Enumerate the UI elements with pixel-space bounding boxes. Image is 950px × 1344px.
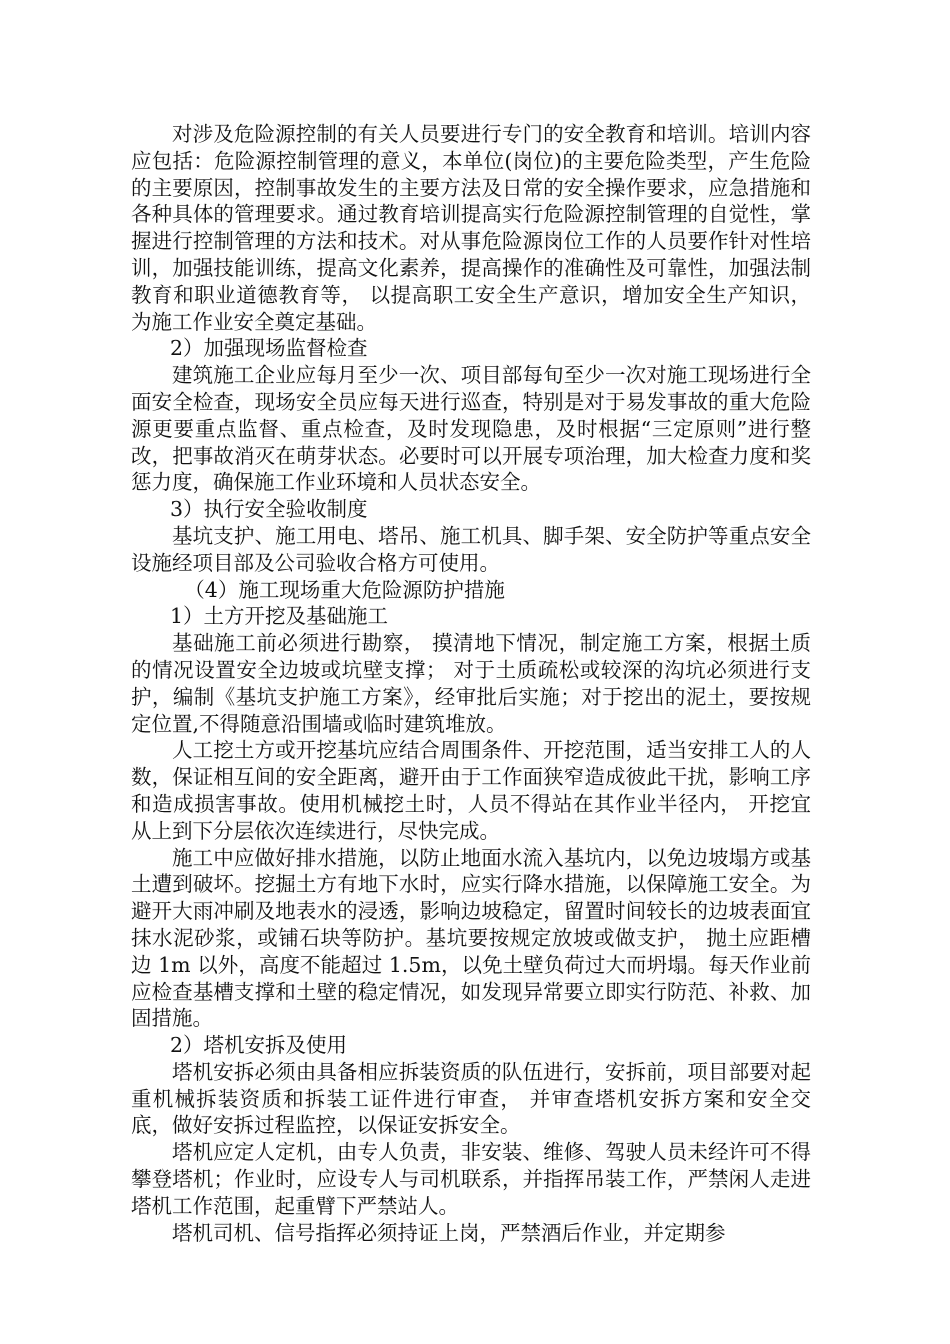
heading-major-hazard-measures: （4）施工现场重大危险源防护措施 (184, 577, 505, 602)
paragraph-earthwork-survey: 基础施工前必须进行勘察， 摸清地下情况，制定施工方案，根据土质的情况设置安全边坡或坑壁支撑； 对于土质疏松或较深的沟坑必须进行支护，编制《基坑支护施工方案》，经审批后实施；对于挖出的泥土，要按规定位置,不得随意沿围墙或临时建筑堆放。 (131, 631, 811, 736)
document-body (131, 121, 811, 1246)
paragraph-tower-crane-install: 塔机安拆必须由具备相应拆装资质的队伍进行，安拆前，项目部要对起重机械拆装资质和拆装工证件进行审查， 并审查塔机安拆方案和安全交底，做好安拆过程监控，以保证安拆安全。 (131, 1059, 811, 1138)
paragraph-acceptance-system: 基坑支护、施工用电、塔吊、施工机具、脚手架、安全防护等重点安全设施经项目部及公司验收合格方可使用。 (131, 523, 811, 575)
heading-tower-crane: 2）塔机安拆及使用 (169, 1033, 347, 1058)
heading-earthwork: 1）土方开挖及基础施工 (169, 604, 388, 629)
heading-acceptance-system: 3）执行安全验收制度 (169, 497, 368, 522)
heading-site-supervision: 2）加强现场监督检查 (169, 336, 368, 361)
paragraph-site-supervision: 建筑施工企业应每月至少一次、项目部每旬至少一次对施工现场进行全面安全检查，现场安全员应每天进行巡查，特别是对于易发事故的重大危险源更要重点监督、重点检查，及时发现隐患，及时根据“三定原则”进行整改，把事故消灭在萌芽状态。必要时可以开展专项治理，加大检查力度和奖惩力度，确保施工作业环境和人员状态安全。 (131, 363, 811, 495)
paragraph-earthwork-drainage: 施工中应做好排水措施，以防止地面水流入基坑内，以免边坡塌方或基土遭到破坏。挖掘土方有地下水时，应实行降水措施，以保障施工安全。为避开大雨冲刷及地表水的浸透，影响边坡稳定，留置时间较长的边坡表面宜抹水泥砂浆，或铺石块等防护。基坑要按规定放坡或做支护， 抛土应距槽边 1m 以外，高度不能超过 1.5m，以免土壁负荷过大而坍塌。每天作业前应检查基槽支撑和土壁的稳定情况，如发现异常要立即实行防范、补救、加固措施。 (131, 845, 811, 1031)
paragraph-tower-crane-operators: 塔机司机、信号指挥必须持证上岗，严禁酒后作业，并定期参 (172, 1220, 726, 1245)
paragraph-tower-crane-operation: 塔机应定人定机，由专人负责，非安装、维修、驾驶人员未经许可不得攀登塔机；作业时，应设专人与司机联系，并指挥吊装工作，严禁闲人走进塔机工作范围，起重臂下严禁站人。 (131, 1140, 811, 1218)
paragraph-training: 对涉及危险源控制的有关人员要进行专门的安全教育和培训。培训内容应包括：危险源控制管理的意义，本单位(岗位)的主要危险类型，产生危险的主要原因，控制事故发生的主要方法及日常的安全操作要求，应急措施和各种具体的管理要求。通过教育培训提高实行危险源控制管理的自觉性，掌握进行控制管理的方法和技术。对从事危险源岗位工作的人员要作针对性培训，加强技能训练，提高文化素养，提高操作的准确性及可靠性，加强法制教育和职业道德教育等， 以提高职工安全生产意识，增加安全生产知识，为施工作业安全奠定基础。 (131, 122, 811, 334)
paragraph-earthwork-manual: 人工挖土方或开挖基坑应结合周围条件、开挖范围，适当安排工人的人数，保证相互间的安全距离，避开由于工作面狭窄造成彼此干扰，影响工序和造成损害事故。使用机械挖土时，人员不得站在其作业半径内， 开挖宜从上到下分层依次连续进行，尽快完成。 (131, 738, 811, 843)
